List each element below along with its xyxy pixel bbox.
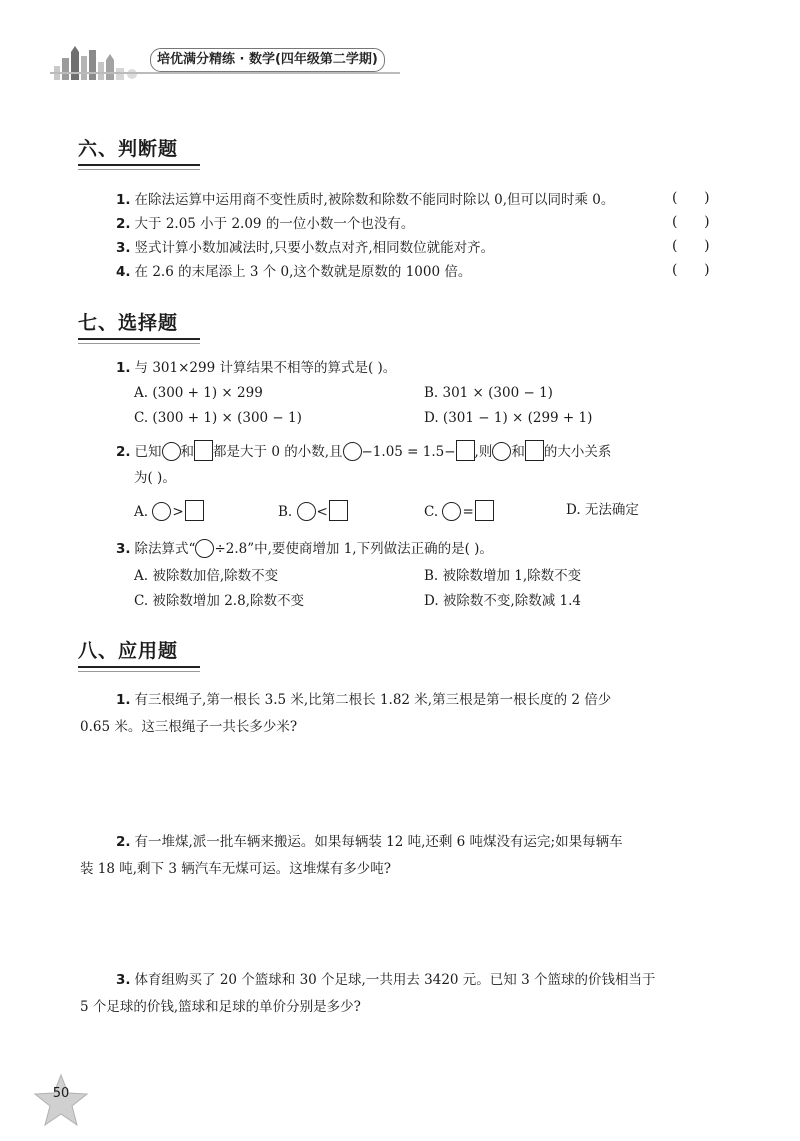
running-header [50, 44, 410, 86]
section-underline [78, 164, 200, 170]
circle-symbol-icon [162, 442, 181, 461]
judge-question-2 [116, 214, 414, 234]
question-number: 2. [116, 834, 131, 850]
option-b[interactable]: B. 301 × (300 − 1) [424, 385, 553, 401]
apply-question-3-cont: 5 个足球的价钱,篮球和足球的单价分别是多少? [80, 999, 361, 1015]
question-text: 除法算式“ [134, 541, 196, 557]
section-underline [78, 666, 200, 672]
apply-question-1-cont: 0.65 米。这三根绳子一共长多少米? [80, 719, 298, 735]
question-text: 大于 2.05 小于 2.09 的一位小数一个也没有。 [134, 216, 415, 232]
question-number: 1. [116, 692, 131, 708]
apply-question-2 [116, 832, 623, 852]
question-number: 4. [116, 264, 131, 280]
comparison-symbol: > [172, 504, 184, 520]
answer-blank-judge-1[interactable]: ( ) [672, 190, 710, 206]
star-badge-icon [32, 1073, 90, 1131]
section-apply [78, 638, 200, 672]
question-number: 3. [116, 972, 131, 988]
question-text: 已知 [134, 444, 162, 460]
question-number: 1. [116, 192, 131, 208]
option-b[interactable]: B. 被除数增加 1,除数不变 [424, 568, 582, 584]
square-symbol-icon [525, 440, 544, 461]
question-number: 3. [116, 240, 131, 256]
option-a[interactable] [134, 500, 204, 522]
section-judge [78, 136, 200, 170]
square-symbol-icon [185, 500, 204, 521]
option-c[interactable] [424, 500, 494, 522]
apply-question-3 [116, 970, 655, 990]
question-text: 体育组购买了 20 个篮球和 30 个足球,一共用去 3420 元。已知 3 个篮球的价钱相当于 [134, 972, 656, 988]
choice-question-2-cont: 为( )。 [134, 470, 176, 486]
option-c[interactable]: C. (300 + 1) × (300 − 1) [134, 410, 302, 426]
header-divider [50, 72, 400, 74]
choice-question-2 [116, 440, 611, 462]
comparison-symbol: = [462, 504, 474, 520]
question-text: 和 [511, 444, 525, 460]
section-title-apply: 八、应用题 [78, 640, 179, 662]
choice-question-1 [116, 358, 396, 378]
question-text: −1.05 = 1.5− [361, 444, 456, 460]
apply-question-2-cont: 装 18 吨,剩下 3 辆汽车无煤可运。这堆煤有多少吨? [80, 861, 391, 877]
option-a[interactable]: A. (300 + 1) × 299 [134, 385, 263, 401]
circle-symbol-icon [297, 502, 316, 521]
answer-blank-judge-4[interactable]: ( ) [672, 262, 710, 278]
question-text: 在 2.6 的末尾添上 3 个 0,这个数就是原数的 1000 倍。 [134, 264, 472, 280]
question-text: 有三根绳子,第一根长 3.5 米,比第二根长 1.82 米,第三根是第一根长度的 2 倍少 [134, 692, 612, 708]
question-text: 和 [180, 444, 195, 460]
circle-symbol-icon [152, 502, 171, 521]
option-d[interactable]: D. 被除数不变,除数减 1.4 [424, 593, 581, 609]
question-text: ÷2.8”中,要使商增加 1,下列做法正确的是( )。 [214, 541, 493, 557]
page-number: 50 [52, 1086, 70, 1101]
comparison-symbol: < [316, 504, 328, 520]
section-title-choice: 七、选择题 [78, 312, 179, 334]
option-label: A. [134, 504, 149, 520]
header-title: 培优满分精练 · 数学(四年级第二学期) [150, 48, 385, 72]
option-b[interactable] [278, 500, 348, 522]
option-a[interactable]: A. 被除数加倍,除数不变 [134, 568, 279, 584]
question-text: 的大小关系 [543, 444, 612, 460]
circle-symbol-icon [442, 502, 461, 521]
option-c[interactable]: C. 被除数增加 2.8,除数不变 [134, 593, 304, 609]
answer-blank-judge-2[interactable]: ( ) [672, 214, 710, 230]
apply-question-1 [116, 690, 611, 710]
question-number: 2. [116, 216, 131, 232]
judge-question-4 [116, 262, 471, 282]
answer-blank-judge-3[interactable]: ( ) [672, 238, 710, 254]
option-d[interactable]: D. (301 − 1) × (299 + 1) [424, 410, 593, 426]
question-text: 有一堆煤,派一批车辆来搬运。如果每辆装 12 吨,还剩 6 吨煤没有运完;如果每辆车 [134, 834, 623, 850]
section-title-judge: 六、判断题 [78, 138, 179, 160]
question-text: 都是大于 0 的小数,且 [213, 444, 343, 460]
question-number: 2. [116, 444, 131, 460]
square-symbol-icon [329, 500, 348, 521]
question-number: 1. [116, 360, 131, 376]
square-symbol-icon [456, 440, 475, 461]
option-d[interactable]: D. 无法确定 [566, 502, 639, 518]
question-number: 3. [116, 541, 131, 557]
section-underline [78, 338, 200, 344]
square-symbol-icon [194, 440, 213, 461]
judge-question-1 [116, 190, 614, 210]
section-choice [78, 310, 200, 344]
city-skyline-icon [50, 44, 150, 84]
question-text: 在除法运算中运用商不变性质时,被除数和除数不能同时除以 0,但可以同时乘 0。 [134, 192, 615, 208]
circle-symbol-icon [492, 442, 511, 461]
choice-question-3 [116, 539, 493, 559]
question-text: 竖式计算小数加减法时,只要小数点对齐,相同数位就能对齐。 [134, 240, 495, 256]
question-text: 与 301×299 计算结果不相等的算式是( )。 [134, 360, 397, 376]
option-label: C. [424, 504, 439, 520]
circle-symbol-icon [343, 442, 362, 461]
option-label: B. [278, 504, 293, 520]
question-text: ,则 [474, 444, 493, 460]
judge-question-3 [116, 238, 494, 258]
circle-symbol-icon [195, 539, 214, 558]
square-symbol-icon [475, 500, 494, 521]
